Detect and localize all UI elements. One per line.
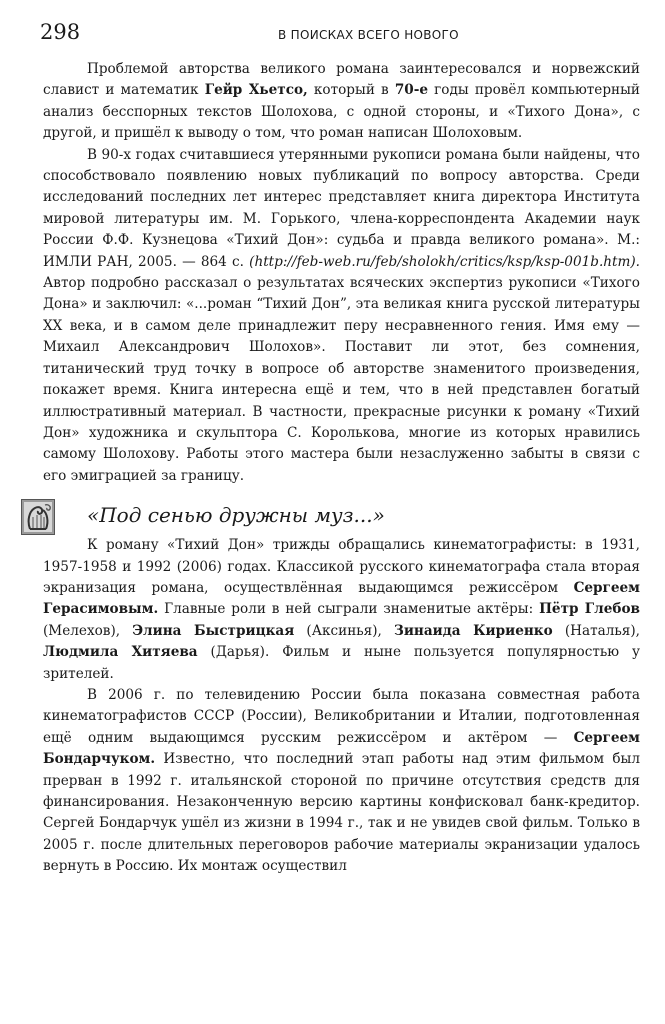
text-run: Проблемой авторства великого романа заинтересовался и норвежский славист и математик [43, 61, 640, 99]
text-run: (Аксинья), [294, 622, 395, 639]
paragraph-hietso [43, 59, 640, 145]
name-bystritskaya: Элина Быстрицкая [132, 622, 295, 639]
text-run: (Дарья). Фильм и ныне пользуется популярностью у зрителей. [43, 644, 640, 682]
text-run: В 90-х годах считавшиеся утерянными рукописи романа были найдены, что способствовало появлению новых публикаций по вопросу авторства. Среди исследований последних лет интерес представляет книга директора Института мировой литературы им. М. Горького, члена-корреспондента Академии наук России Ф.Ф. Кузнецова «Тихий Дон»: судьба и правда великого романа». М.: ИМЛИ РАН, 2005. — 864 с. [43, 146, 640, 270]
name-hietso: Гейр Хьетсо, [204, 82, 308, 99]
source-link: (http://feb-web.ru/feb/sholokh/critics/ksp/ksp-001b.htm). [249, 253, 640, 270]
paragraph-film-adaptations [43, 535, 640, 685]
running-head: В ПОИСКАХ ВСЕГО НОВОГО [278, 28, 459, 42]
decade-70s: 70-е [394, 82, 429, 99]
name-glebov: Пётр Глебов [539, 601, 640, 618]
lyre-decoration-icon [21, 499, 55, 535]
section-title: «Под сенью дружны муз...» [87, 503, 385, 528]
text-run: В 2006 г. по телевидению России была показана совместная работа кинематографистов СССР (России), Великобритании и Италии, подготовленная ещё одним выдающимся русским режиссёром и актёром — [43, 686, 640, 746]
name-khityaeva: Людмила Хитяева [43, 644, 198, 661]
page-content [43, 59, 640, 878]
paragraph-bondarchuk [43, 685, 640, 878]
name-gerasimov: Сергеем Герасимовым. [43, 579, 640, 618]
name-kirienko: Зинаида Кириенко [394, 622, 553, 639]
page-header [40, 20, 640, 46]
section-heading [43, 499, 640, 539]
text-run: который в [307, 82, 395, 99]
text-run: годы провёл компьютерный анализ бесспорных текстов Шолохова, с одной стороны, и «Тихого Дона», с другой, и пришёл к выводу о том, что роман написан Шолоховым. [43, 82, 640, 142]
text-run: (Наталья), [552, 622, 640, 639]
text-run: (Мелехов), [43, 622, 133, 639]
text-run: К роману «Тихий Дон» трижды обращались кинематографисты: в 1931, 1957-1958 и 1992 (2006) годах. Классикой русского кинематографа стала вторая экранизация романа, осуществлённая выдающимся режиссёром [43, 537, 640, 596]
text-run: Главные роли в ней сыграли знаменитые актёры: [158, 601, 540, 618]
page-number: 298 [40, 20, 81, 44]
paragraph-kuznetsov [43, 145, 640, 488]
text-run: Известно, что последний этап работы над этим фильмом был прерван в 1992 г. итальянской стороной по причине отсутствия средств для финансирования. Незаконченную версию картины конфисковал банк-кредитор. Сергей Бондарчук ушёл из жизни в 1994 г., так и не увидев свой фильм. Только в 2005 г. после длительных переговоров рабочие материалы экранизации удалось вернуть в Россию. Их монтаж осуществил [43, 751, 640, 875]
name-bondarchuk: Сергеем Бондарчуком. [43, 729, 640, 768]
text-run: Автор подробно рассказал о результатах всяческих экспертиз рукописи «Тихого Дона» и заключил: «...роман “Тихий Дон”, эта великая книга русской литературы XX века, и в самом деле принадлежит перу несравненного гения. Имя ему — Михаил Александрович Шолохов». Поставит ли этот, без сомнения, титанический труд точку в вопросе об авторстве знаменитого произведения, покажет время. Книга интересна ещё и тем, что в ней представлен богатый иллюстративный материал. В частности, прекрасные рисунки к роману «Тихий Дон» художника и скульптора С. Королькова, многие из которых нравились самому Шолохову. Работы этого мастера были незаслуженно забыты в связи с его эмиграцией за границу. [43, 275, 640, 484]
